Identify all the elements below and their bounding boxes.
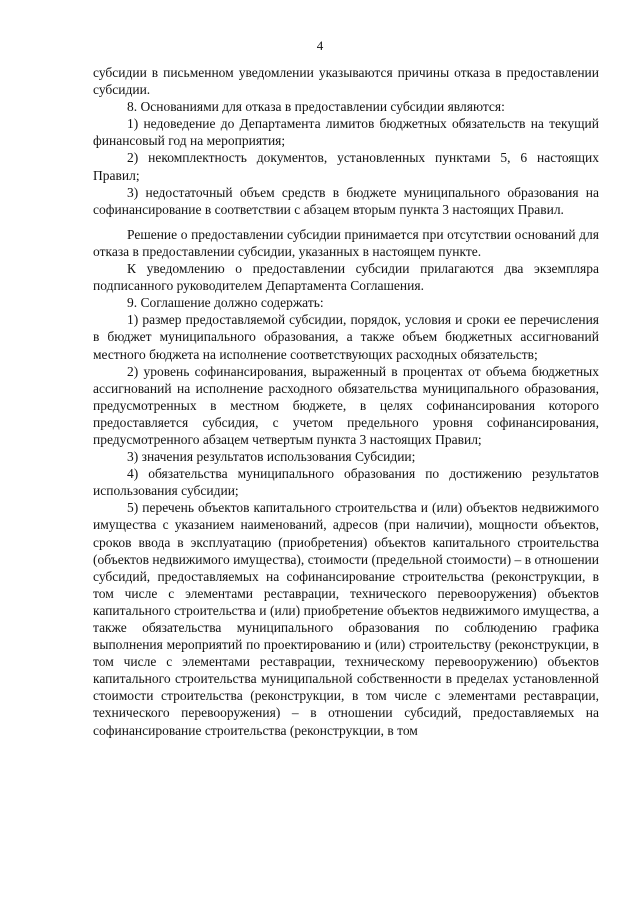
paragraph-section-9-heading: 9. Соглашение должно содержать: bbox=[127, 295, 324, 311]
paragraph-refusal-ground-1: 1) недоведение до Департамента лимитов бюджетных обязательств на текущий финансовый год на мероприятия; bbox=[93, 116, 599, 149]
paragraph-agreement-item-4: 4) обязательства муниципального образования по достижению результатов использования субсидии; bbox=[93, 466, 599, 499]
paragraph-refusal-ground-2: 2) некомплектность документов, установленных пунктами 5, 6 настоящих Правил; bbox=[93, 150, 599, 183]
paragraph-continuation: субсидии в письменном уведомлении указываются причины отказа в предоставлении субсидии. bbox=[93, 65, 599, 98]
paragraph-agreement-item-1: 1) размер предоставляемой субсидии, порядок, условия и сроки ее перечисления в бюджет муниципального образования, а также объем бюджетных ассигнований местного бюджета на исполнение соответствующих расходных обязательств; bbox=[93, 312, 599, 362]
paragraph-agreement-item-3: 3) значения результатов использования Субсидии; bbox=[127, 449, 416, 465]
paragraph-refusal-ground-3: 3) недостаточный объем средств в бюджете муниципального образования на софинансирование в соответствии с абзацем вторым пункта 3 настоящих Правил. bbox=[93, 184, 599, 217]
paragraph-agreement-item-2: 2) уровень софинансирования, выраженный в процентах от объема бюджетных ассигнований на исполнение расходного обязательства муниципального образования, предусмотренных в местном бюджете, в целях софинансирования которого предоставляется субсидия, с учетом предельного уровня софинансирования, предусмотренного абзацем четвертым пункта 3 настоящих Правил; bbox=[93, 363, 599, 447]
paragraph-agreement-item-5: 5) перечень объектов капитального строительства и (или) объектов недвижимого имущества с указанием наименований, адресов (при наличии), мощности объектов, сроков ввода в эксплуатацию (приобретения) объектов капитального строительства (объектов недвижимого имущества), стоимости (предельной стоимости) – в отношении субсидий, предоставляемых на софинансирование строительства (реконструкции, в том числе с элементами реставрации, технического перевооружения) объектов капитального строительства и (или) приобретение объектов недвижимого имущества, а также обязательства муниципального образования по соблюдению графика выполнения мероприятий по проектированию и (или) строительству (реконструкции, в том числе с элементами реставрации, техническому перевооружению) объектов капитального строительства муниципальной собственности в пределах установленной стоимости строительства (реконструкции, в том числе с элементами реставрации, технического перевооружения) – в отношении субсидий, предоставляемых на софинансирование строительства (реконструкции, в том bbox=[93, 500, 599, 738]
document-body bbox=[93, 64, 599, 739]
paragraph-decision: Решение о предоставлении субсидии принимается при отсутствии оснований для отказа в предоставлении субсидии, указанных в настоящем пункте. bbox=[93, 226, 599, 259]
paragraph-section-8-heading: 8. Основаниями для отказа в предоставлении субсидии являются: bbox=[127, 99, 505, 115]
page-number: 4 bbox=[316, 38, 324, 53]
paragraph-notification: К уведомлению о предоставлении субсидии прилагаются два экземпляра подписанного руководителем Департамента Соглашения. bbox=[93, 261, 599, 294]
